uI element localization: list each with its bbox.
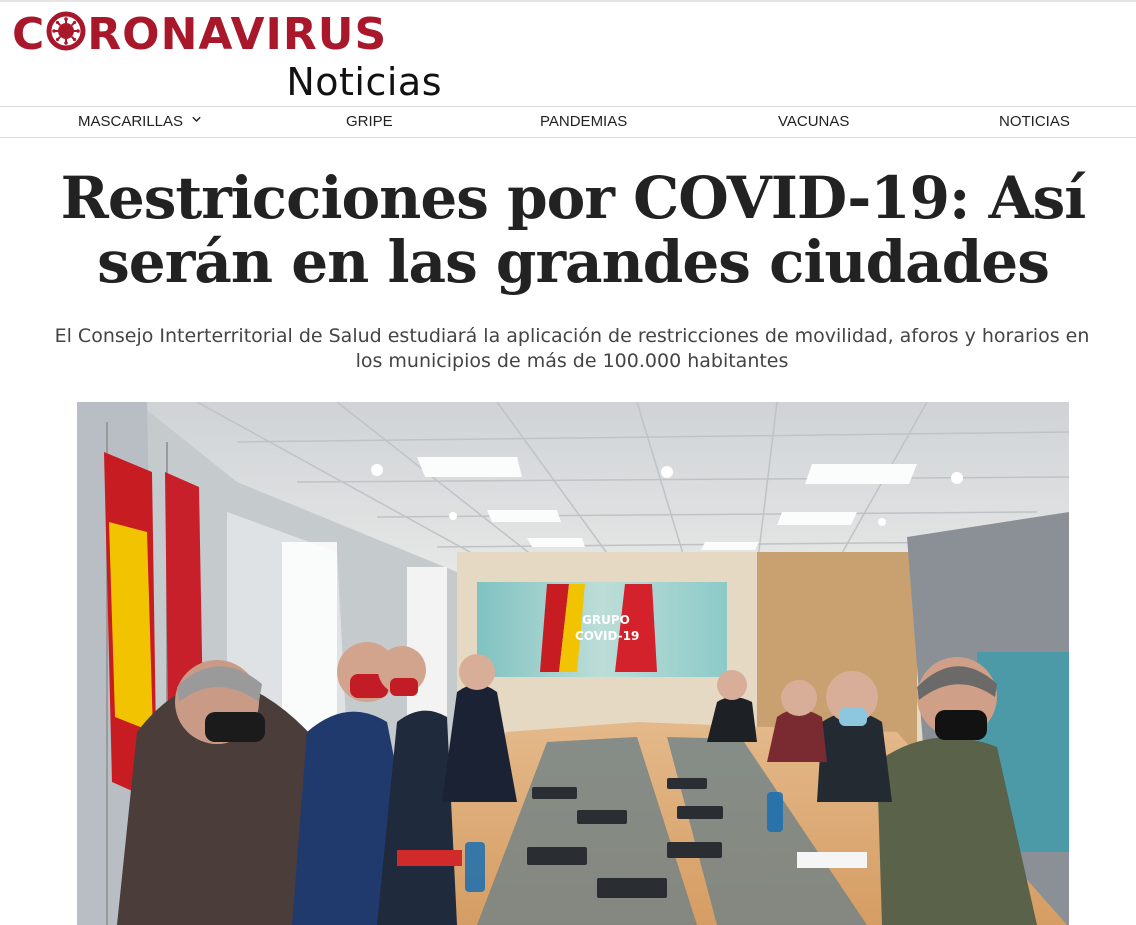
screen-text-2: COVID-19	[575, 629, 640, 643]
article-subtitle: El Consejo Interterritorial de Salud estudiará la aplicación de restricciones de movilidad, aforos y horarios en los municipios de más de 100.000 habitantes	[54, 325, 1090, 372]
nav-item-label: GRIPE	[346, 113, 393, 130]
nav-item-label: PANDEMIAS	[540, 113, 628, 130]
screen-text-1: GRUPO	[582, 613, 630, 627]
site-logo[interactable]	[12, 8, 452, 103]
nav-item-label: VACUNAS	[778, 113, 850, 130]
virus-icon	[46, 11, 86, 51]
nav-item-pandemias[interactable]	[540, 107, 627, 137]
nav-item-noticias[interactable]	[999, 107, 1070, 137]
article-title: Restricciones por COVID-19: Así serán en las grandes ciudades	[60, 164, 1086, 296]
logo-word-start: C	[12, 9, 46, 60]
logo-subtitle: Noticias	[286, 60, 442, 104]
nav-item-label: NOTICIAS	[999, 113, 1070, 130]
nav-item-label: MASCARILLAS	[78, 113, 184, 130]
site-header	[0, 0, 1136, 106]
nav-item-vacunas[interactable]	[778, 107, 849, 137]
article-photo	[77, 402, 1069, 925]
nav-item-mascarillas[interactable]	[78, 107, 200, 137]
logo-wordmark	[12, 8, 452, 62]
main-nav	[0, 106, 1136, 138]
chevron-down-icon	[192, 104, 200, 112]
logo-word-end: RONAVIRUS	[87, 9, 388, 60]
nav-item-gripe[interactable]	[346, 107, 393, 137]
